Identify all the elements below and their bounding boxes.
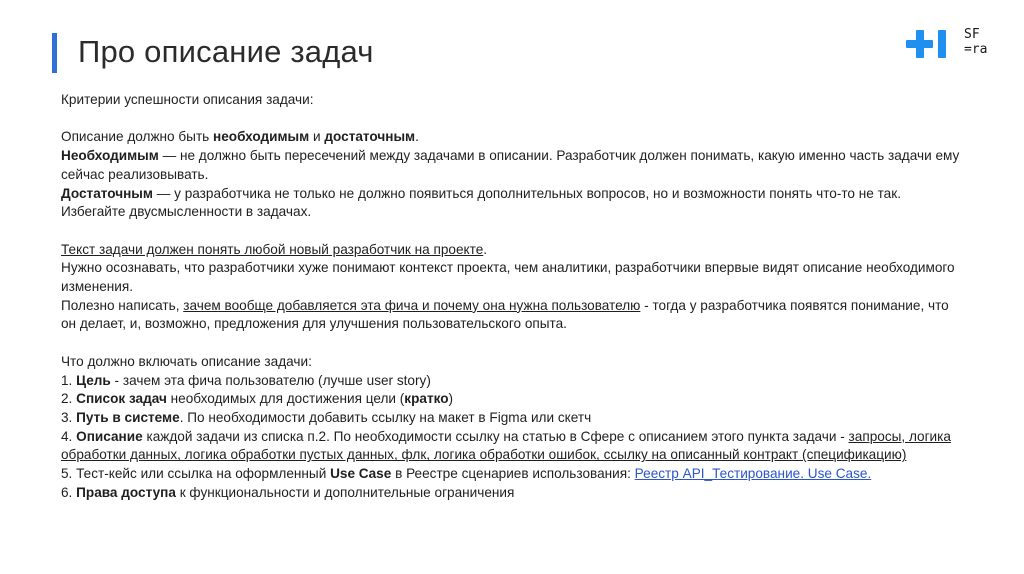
- list-item-goal: [61, 372, 961, 391]
- logo-wordmark: [964, 27, 987, 57]
- bold-term: Необходимым: [61, 148, 159, 164]
- list-item-test-case: [61, 465, 961, 484]
- bold-term: Цель: [76, 372, 111, 388]
- intro-line: Критерии успешности описания задачи:: [61, 92, 314, 107]
- logo-text-top: SF: [964, 27, 980, 42]
- text-segment: . По необходимости добавить ссылку на макет в Figma или скетч: [179, 409, 592, 425]
- bold-term-sufficient: достаточным: [324, 129, 416, 145]
- text-segment: каждой задачи из списка п.2. По необходимости ссылку на статью в Сфере с описанием этого пункта задачи -: [142, 428, 849, 444]
- paragraph-sufficient: [61, 185, 961, 222]
- list-number: 1.: [61, 372, 77, 388]
- text-segment: к функциональности и дополнительные ограничения: [175, 484, 515, 500]
- bold-term: Описание: [76, 428, 143, 444]
- text-segment: .: [483, 241, 488, 257]
- text-segment: и: [309, 129, 325, 145]
- logo-plus-vertical: [916, 30, 924, 58]
- list-item-tasks: [61, 390, 961, 409]
- list-item-description: [61, 428, 961, 465]
- bold-term: Достаточным: [61, 185, 153, 201]
- text-segment: - тогда у разработчика появятся понимание, что он делает, и, возможно, предложения для улучшения пользовательского опыта.: [61, 297, 949, 332]
- text-segment: - зачем эта фича пользователю (лучше user story): [110, 372, 431, 388]
- paragraph-why-feature: [61, 297, 961, 334]
- bold-term-necessary: необходимым: [213, 129, 310, 145]
- paragraph-context: Нужно осознавать, что разработчики хуже понимают контекст проекта, чем аналитики, разработчики впервые видят описание необходимого изменения.: [61, 260, 955, 294]
- list-number: 6.: [61, 484, 77, 500]
- paragraph-any-developer: [61, 241, 961, 260]
- text-segment: — у разработчика не только не должно появиться дополнительных вопросов, но и возможности понять что-то не так. Избегайте двусмысленности в задачах.: [61, 185, 901, 220]
- paragraph-necessary: [61, 147, 961, 184]
- bold-term: кратко: [404, 391, 449, 407]
- underlined-text: Текст задачи должен понять любой новый разработчик на проекте: [61, 241, 484, 257]
- list-number: 2.: [61, 391, 77, 407]
- list-number: 3.: [61, 409, 77, 425]
- text-segment: Полезно написать,: [61, 297, 184, 313]
- bold-term: Use Case: [330, 466, 392, 482]
- text-segment: — не должно быть пересечений между задачами в описании. Разработчик должен понимать, какую именно часть задачи ему сейчас реализовывать.: [61, 148, 960, 182]
- bold-term: Права доступа: [76, 484, 176, 500]
- list-intro: Что должно включать описание задачи:: [61, 353, 312, 369]
- bold-term: Путь в системе: [76, 409, 180, 425]
- underlined-text: запросы, логика обработки данных, логика обработки пустых данных, флк, логика обработки ошибок, ссылку на описанный контракт (спецификацию): [61, 428, 951, 463]
- bold-term: Список задач: [76, 391, 167, 407]
- text-segment: в Реестре сценариев использования:: [391, 466, 635, 482]
- task-description-text: [61, 91, 961, 502]
- logo-bar: [938, 30, 946, 58]
- list-item-access: [61, 484, 961, 503]
- paragraph-requirements: [61, 128, 961, 147]
- list-item-path: [61, 409, 961, 428]
- page-title: Про описание задач: [78, 34, 374, 69]
- logo-text-bottom: =ra: [964, 42, 988, 57]
- text-segment: .: [415, 129, 419, 145]
- underlined-text: зачем вообще добавляется эта фича и почему она нужна пользователю: [183, 297, 641, 313]
- text-segment: Описание должно быть: [61, 129, 214, 145]
- sfera-logo: [906, 27, 988, 62]
- title-accent-bar: [52, 33, 57, 73]
- registry-link[interactable]: Реестр API_Тестирование. Use Case.: [634, 466, 872, 482]
- text-segment: необходимых для достижения цели (: [166, 391, 405, 407]
- text-segment: ): [448, 391, 454, 407]
- list-number: 4.: [61, 428, 77, 444]
- list-number: 5. Тест-кейс или ссылка на оформленный: [61, 466, 331, 482]
